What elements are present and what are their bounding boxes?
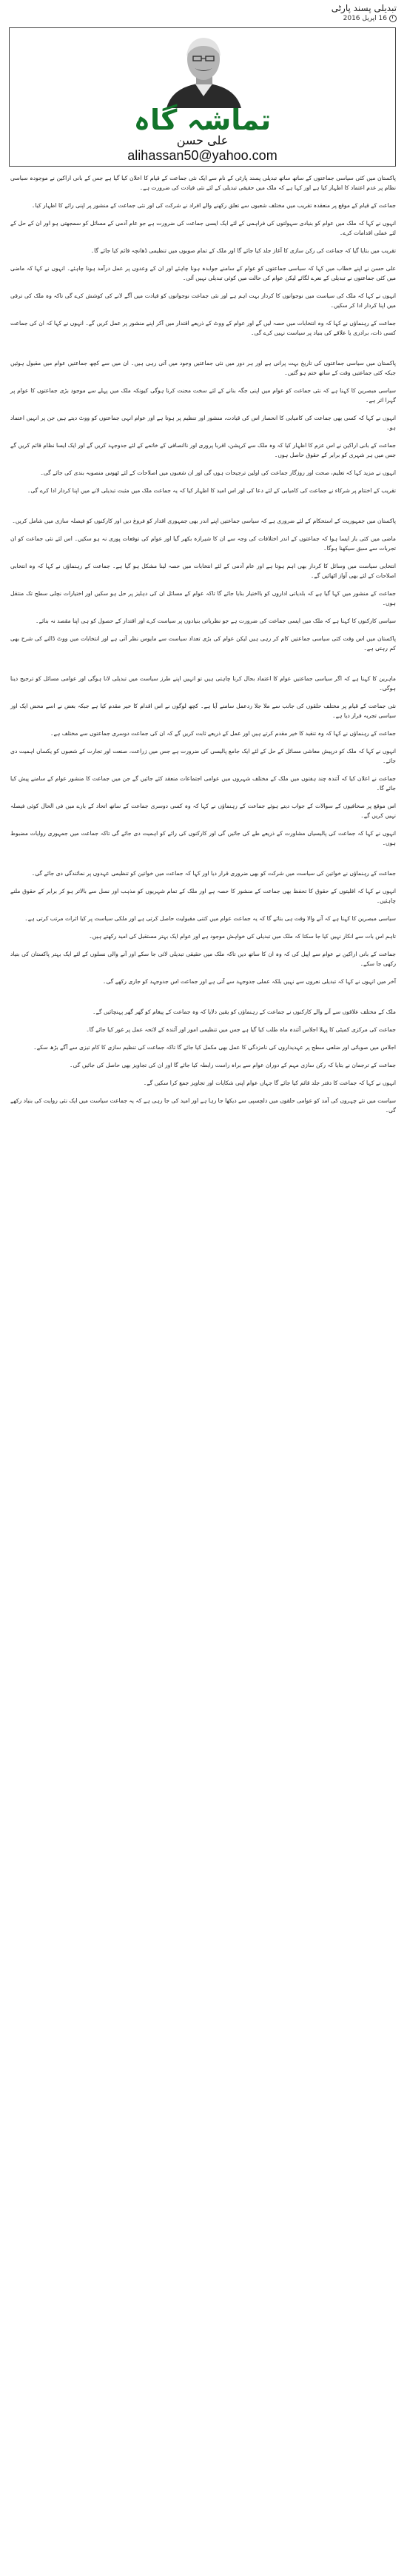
brand-title: تماشہ گاہ xyxy=(133,104,272,136)
paragraph: انہوں نے کہا کہ ملک کو درپیش معاشی مسائل کے حل کے لئے ایک جامع پالیسی کی ضرورت ہے جس میں زراعت، صنعت اور تجارت کے شعبوں کو یکساں اہمیت دی جائے۔ xyxy=(10,748,396,764)
paragraph: انہوں نے کہا کہ ملک میں عوام کو بنیادی سہولتوں کی فراہمی کے لئے ایک ایسی جماعت کی ضرورت ہے جو عام آدمی کے مسائل کو سمجھتی ہو اور ان کے حل کے لئے عملی اقدامات کرے۔ xyxy=(10,220,396,236)
author-name: علی حسن xyxy=(176,133,229,147)
paragraph: انتخابی سیاست میں وسائل کا کردار بھی اہم ہوتا ہے اور عام آدمی کے لئے انتخابات میں حصہ لینا مشکل ہو گیا ہے۔ جماعت کے رہنماؤں نے کہا کہ وہ انتخابی اصلاحات کے لئے بھی آواز اٹھائیں گے۔ xyxy=(10,563,396,579)
paragraph: انہوں نے مزید کہا کہ تعلیم، صحت اور روزگار جماعت کی اولین ترجیحات ہوں گی اور ان شعبوں میں اصلاحات کے لئے ٹھوس منصوبہ بندی کی جائے گی۔ xyxy=(40,469,396,476)
paragraph: جماعت کے ترجمان نے بتایا کہ رکن سازی مہم کے دوران عوام سے براہ راست رابطہ کیا جائے گا اور ان کی تجاویز بھی حاصل کی جائیں گی۔ xyxy=(70,1062,396,1068)
paragraph: جماعت کے بانی اراکین نے اس عزم کا اظہار کیا کہ وہ ملک سے کرپشن، اقربا پروری اور ناانصافی کے خاتمے کے لئے جدوجہد کریں گے اور ایک ایسا نظام قائم کریں گے جس میں ہر شہری کو برابر کے حقوق حاصل ہوں۔ xyxy=(10,442,396,458)
paragraph: جماعت کے قیام کے موقع پر منعقدہ تقریب میں مختلف شعبوں سے تعلق رکھنے والے افراد نے شرکت کی اور نئی جماعت کے منشور پر اپنی رائے کا اظہار کیا۔ xyxy=(31,202,396,209)
paragraph: سیاسی مبصرین کا کہنا ہے کہ نئی جماعت کو عوام میں اپنی جگہ بنانے کے لئے سخت محنت کرنا ہوگی کیونکہ ملک میں پہلے سے موجود بڑی جماعتوں کا عوام پر گہرا اثر ہے۔ xyxy=(10,387,396,404)
article-header xyxy=(0,0,407,25)
publish-date: 16 اپریل 2016 xyxy=(343,15,387,22)
article-body xyxy=(10,173,396,1123)
paragraph: سیاست میں نئے چہروں کی آمد کو عوامی حلقوں میں دلچسپی سے دیکھا جا رہا ہے اور امید کی جا رہی ہے کہ یہ جماعت سیاست میں ایک نئی روایت کی بنیاد رکھے گی۔ xyxy=(10,1097,396,1114)
paragraph: پاکستان میں سیاسی جماعتوں کی تاریخ بہت پرانی ہے اور ہر دور میں نئی جماعتیں وجود میں آتی رہی ہیں۔ ان میں سے کچھ جماعتیں عوام میں مقبول ہوئیں جبکہ کئی جماعتیں وقت کے ساتھ ختم ہو گئیں۔ xyxy=(10,360,396,376)
paragraph: سیاسی کارکنوں کا کہنا ہے کہ ملک میں ایسی جماعت کی ضرورت ہے جو نظریاتی بنیادوں پر سیاست کرے اور اقتدار کے حصول کو ہی اپنا مقصد نہ بنائے۔ xyxy=(36,618,396,624)
paragraph: تقریب کے اختتام پر شرکاء نے جماعت کی کامیابی کے لئے دعا کی اور اس امید کا اظہار کیا کہ یہ جماعت ملک میں مثبت تبدیلی لانے میں اپنا کردار ادا کرے گی۔ xyxy=(27,487,396,494)
clock-icon xyxy=(389,15,397,22)
paragraph: جماعت کے رہنماؤں نے کہا کہ وہ تنقید کا خیر مقدم کرتے ہیں اور عمل کے ذریعے ثابت کریں گے کہ ان کی جماعت دوسری جماعتوں سے مختلف ہے۔ xyxy=(50,730,396,737)
paragraph: اس موقع پر صحافیوں کے سوالات کے جواب دیتے ہوئے جماعت کے رہنماؤں نے کہا کہ وہ کسی دوسری جماعت کے ساتھ اتحاد کے بارے میں فی الحال کوئی فیصلہ نہیں کریں گے۔ xyxy=(10,803,396,819)
paragraph: تاہم اس بات سے انکار نہیں کیا جا سکتا کہ ملک میں تبدیلی کی خواہش موجود ہے اور عوام ایک بہتر مستقبل کی امید رکھتے ہیں۔ xyxy=(89,933,396,940)
paragraph: جماعت کے بانی اراکین نے عوام سے اپیل کی کہ وہ ان کا ساتھ دیں تاکہ ملک میں حقیقی تبدیلی لائی جا سکے اور آنے والی نسلوں کے لئے ایک بہتر پاکستان کی بنیاد رکھی جا سکے۔ xyxy=(10,951,396,967)
paragraph: ماضی میں کئی بار ایسا ہوا کہ جماعتوں کے اندر اختلافات کی وجہ سے ان کا شیرازہ بکھر گیا اور عوام کی توقعات پوری نہ ہو سکیں۔ اس لئے نئی جماعت کو ان تجربات سے سبق سیکھنا ہوگا۔ xyxy=(10,535,396,552)
paragraph: سیاسی مبصرین کا کہنا ہے کہ آنے والا وقت ہی بتائے گا کہ یہ جماعت عوام میں کتنی مقبولیت حاصل کرتی ہے اور ملکی سیاست پر کیا اثرات مرتب کرتی ہے۔ xyxy=(24,915,396,922)
paragraph: ملک کے مختلف علاقوں سے آنے والے کارکنوں نے جماعت کے رہنماؤں کو یقین دلایا کہ وہ جماعت کے پیغام کو گھر گھر پہنچائیں گے۔ xyxy=(92,1008,396,1015)
author-photo xyxy=(150,34,258,108)
paragraph: نئی جماعت کے قیام پر مختلف حلقوں کی جانب سے ملا جلا ردعمل سامنے آیا ہے۔ کچھ لوگوں نے اس اقدام کا خیر مقدم کیا ہے جبکہ بعض نے اسے محض ایک اور سیاسی تجربہ قرار دیا ہے۔ xyxy=(10,703,396,719)
paragraph: جماعت کے رہنماؤں نے خواتین کی سیاست میں شرکت کو بھی ضروری قرار دیا اور کہا کہ جماعت میں خواتین کو تنظیمی عہدوں پر نمائندگی دی جائے گی۔ xyxy=(31,870,396,877)
paragraph: انہوں نے کہا کہ اقلیتوں کے حقوق کا تحفظ بھی جماعت کے منشور کا حصہ ہے اور ملک کے تمام شہریوں کو مذہب اور نسل سے بالاتر ہو کر برابر کے حقوق ملنے چاہئیں۔ xyxy=(10,888,396,904)
paragraph: انہوں نے کہا کہ کسی بھی جماعت کی کامیابی کا انحصار اس کی قیادت، منشور اور تنظیم پر ہوتا ہے اور عوام انہی جماعتوں کو ووٹ دیتے ہیں جن پر انہیں اعتماد ہو۔ xyxy=(10,415,396,431)
paragraph: جماعت کے منشور میں کہا گیا ہے کہ بلدیاتی اداروں کو بااختیار بنایا جائے گا تاکہ عوام کے مسائل ان کی دہلیز پر حل ہو سکیں اور اختیارات نچلی سطح تک منتقل ہوں۔ xyxy=(10,590,396,606)
column-banner xyxy=(9,27,396,167)
paragraph: ماہرین کا کہنا ہے کہ اگر سیاسی جماعتیں عوام کا اعتماد بحال کرنا چاہتی ہیں تو انہیں اپنے طرز سیاست میں تبدیلی لانا ہوگی اور عوامی مسائل کو ترجیح دینا ہوگی۔ xyxy=(10,675,396,692)
paragraph: پاکستان میں اس وقت کئی سیاسی جماعتیں کام کر رہی ہیں لیکن عوام کی بڑی تعداد سیاست سے مایوس نظر آتی ہے اور انتخابات میں ووٹ ڈالنے کی شرح بھی کم رہتی ہے۔ xyxy=(10,635,396,652)
paragraph: جماعت کے رہنماؤں نے کہا کہ وہ انتخابات میں حصہ لیں گے اور عوام کے ووٹ کے ذریعے اقتدار میں آکر اپنے منشور پر عمل کریں گے۔ انہوں نے کہا کہ ان کی جماعت کسی ذات، برادری یا علاقے کی بنیاد پر سیاست نہیں کرے گی۔ xyxy=(10,320,396,336)
paragraph: جماعت نے اعلان کیا کہ آئندہ چند ہفتوں میں ملک کے مختلف شہروں میں عوامی اجتماعات منعقد کئے جائیں گے جن میں جماعت کا منشور عوام کے سامنے پیش کیا جائے گا۔ xyxy=(10,775,396,792)
paragraph: پاکستان میں کئی سیاسی جماعتوں کے ساتھ ساتھ تبدیلی پسند پارٹی کے نام سے ایک نئی جماعت کے قیام کا اعلان کیا گیا ہے جس کے بانی اراکین نے موجودہ سیاسی نظام پر عدم اعتماد کا اظہار کیا ہے اور کہا ہے کہ ملک میں حقیقی تبدیلی کے لئے نئی قیادت کی ضرورت ہے۔ xyxy=(10,175,396,191)
paragraph: انہوں نے کہا کہ جماعت کا دفتر جلد قائم کیا جائے گا جہاں عوام اپنی شکایات اور تجاویز جمع کرا سکیں گے۔ xyxy=(143,1080,396,1086)
paragraph: پاکستان میں جمہوریت کے استحکام کے لئے ضروری ہے کہ سیاسی جماعتیں اپنے اندر بھی جمہوری اقدار کو فروغ دیں اور کارکنوں کو فیصلہ سازی میں شامل کریں۔ xyxy=(12,518,396,524)
paragraph: اجلاس میں صوبائی اور ضلعی سطح پر عہدیداروں کی نامزدگی کا عمل بھی مکمل کیا جائے گا تاکہ جماعت کی تنظیم سازی کا کام تیزی سے آگے بڑھ سکے۔ xyxy=(33,1044,396,1051)
category-title: تبدیلی پسند پارٹی xyxy=(331,3,397,13)
paragraph: آخر میں انہوں نے کہا کہ تبدیلی نعروں سے نہیں بلکہ عملی جدوجہد سے آتی ہے اور جماعت اس جدوجہد کو جاری رکھے گی۔ xyxy=(102,978,396,985)
paragraph: جماعت کی مرکزی کمیٹی کا پہلا اجلاس آئندہ ماہ طلب کیا گیا ہے جس میں تنظیمی امور اور آئندہ کے لائحہ عمل پر غور کیا جائے گا۔ xyxy=(86,1026,396,1033)
paragraph: تقریب میں بتایا گیا کہ جماعت کی رکن سازی کا آغاز جلد کیا جائے گا اور ملک کے تمام صوبوں میں تنظیمی ڈھانچہ قائم کیا جائے گا۔ xyxy=(90,247,396,254)
paragraph: علی حسن نے اپنے خطاب میں کہا کہ سیاسی جماعتوں کو عوام کے سامنے جوابدہ ہونا چاہئے اور ان کے وعدوں پر عمل درآمد ہونا چاہئے۔ انہوں نے کہا کہ ماضی میں کئی جماعتوں نے تبدیلی کے نعرے لگائے لیکن عوام کی حالت میں کوئی تبدیلی نہیں آئی۔ xyxy=(10,265,396,281)
paragraph: انہوں نے کہا کہ جماعت کی پالیسیاں مشاورت کے ذریعے طے کی جائیں گی اور کارکنوں کی رائے کو اہمیت دی جائے گی تاکہ جماعت میں جمہوری روایات مضبوط ہوں۔ xyxy=(10,830,396,846)
date-line xyxy=(343,15,397,22)
author-email: alihassan50@yahoo.com xyxy=(127,148,278,163)
paragraph: انہوں نے کہا کہ ملک کی سیاست میں نوجوانوں کا کردار بہت اہم ہے اور نئی جماعت نوجوانوں کو قیادت میں آگے لانے کی کوشش کرے گی تاکہ وہ ملک کی ترقی میں اپنا کردار ادا کر سکیں۔ xyxy=(10,292,396,309)
